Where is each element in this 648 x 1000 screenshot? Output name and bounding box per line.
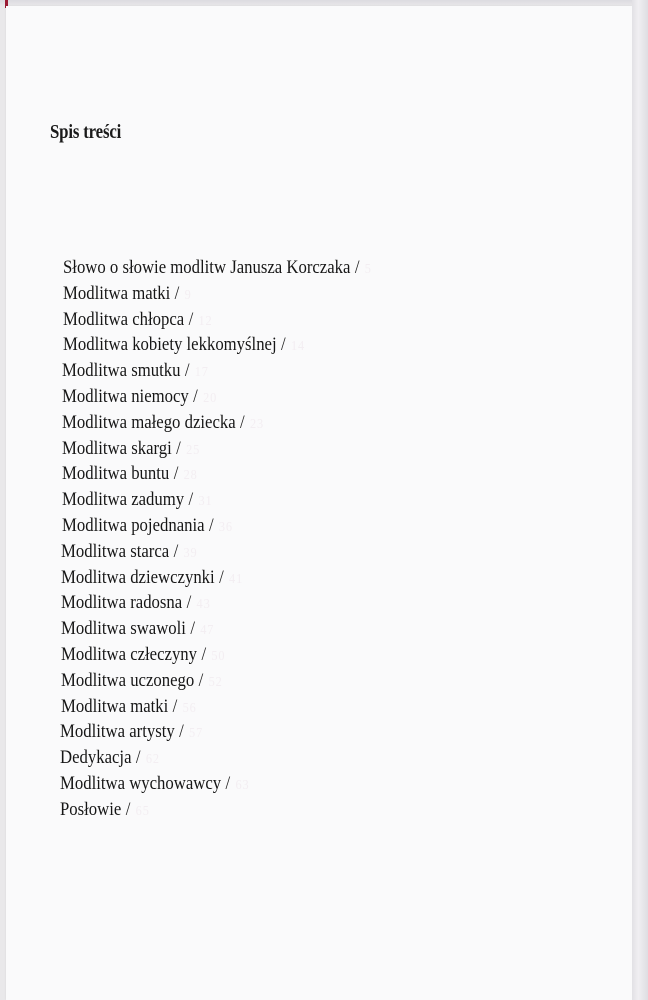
toc-entry-label: Słowo o słowie modlitw Janusza Korczaka [63,257,351,278]
toc-entry-label: Modlitwa chłopca [62,308,184,330]
toc-entry-label: Modlitwa skargi [62,437,172,459]
toc-page-number: 36 [218,520,233,535]
toc-page-number: 52 [208,674,223,690]
toc-entry-label: Posłowie [59,798,122,820]
toc-entry [62,386,217,410]
toc-page-number: 39 [183,545,198,561]
toc-page-number: 43 [196,597,211,613]
toc-entry [62,438,200,462]
toc-separator: / [280,334,286,356]
toc-page-number: 47 [200,623,215,639]
toc-separator: / [193,386,199,407]
toc-separator: / [201,644,206,665]
toc-entry [63,309,213,333]
toc-separator: / [198,669,203,691]
toc-entry-label: Modlitwa radosna [61,592,183,614]
toc-separator: / [188,308,193,330]
scan-right-edge [632,0,648,1000]
toc-entry [60,799,150,823]
toc-entry [62,360,209,384]
toc-separator: / [176,437,181,459]
toc-entry-label: Modlitwa małego dziecka [62,411,236,433]
toc-page-number: 9 [184,287,192,303]
toc-entry-label: Modlitwa pojednania [61,515,205,536]
toc-entry-label: Modlitwa buntu [61,463,170,485]
toc-entry [63,283,192,307]
toc-entry-label: Modlitwa swawoli [60,618,186,640]
toc-page-number: 41 [229,571,244,587]
toc-separator: / [190,618,195,640]
toc-separator: / [240,411,245,433]
toc-entry-label: Modlitwa artysty [60,721,176,743]
toc-entry [63,257,372,281]
toc-entry [62,489,213,513]
toc-page-number: 12 [198,313,213,329]
toc-entry [62,515,233,539]
toc-entry [60,721,203,745]
toc-page-number: 25 [186,442,201,458]
toc-separator: / [225,773,231,794]
toc-entry [61,644,225,668]
toc-separator: / [173,463,179,485]
toc-entry [61,541,198,565]
toc-entry [61,567,243,591]
toc-entry [60,773,250,797]
toc-separator: / [208,515,214,536]
toc-separator: / [174,282,180,304]
toc-entry-label: Modlitwa matki [62,282,171,304]
toc-page-number: 17 [195,365,210,381]
toc-separator: / [173,540,179,562]
toc-entry-label: Modlitwa dziewczynki [61,566,215,588]
toc-page-number: 23 [250,416,265,432]
toc-separator: / [179,721,185,743]
toc-entry-label: Modlitwa starca [61,540,170,562]
toc-entry-label: Modlitwa uczonego [60,669,194,691]
toc-entry-label: Modlitwa smutku [62,360,181,382]
toc-page-number: 65 [135,803,150,819]
toc-page-number: 28 [183,468,198,484]
toc-entry [63,334,305,358]
toc-separator: / [185,360,190,382]
toc-separator: / [125,798,131,820]
toc-page-number: 20 [203,391,218,406]
toc-entry-label: Modlitwa wychowawcy [60,773,222,794]
toc-page-number: 57 [189,726,204,742]
toc-page-number: 50 [211,649,226,664]
toc-entry-label: Modlitwa zadumy [61,489,184,511]
toc-separator: / [186,592,192,614]
toc-entry [61,592,211,616]
toc-separator: / [219,566,224,588]
toc-separator: / [172,695,177,717]
page-title: Spis treści [50,121,122,143]
toc-entry [61,696,197,720]
toc-separator: / [188,489,193,511]
toc-separator: / [135,747,141,769]
toc-page-number: 31 [198,494,213,510]
toc-entry [62,463,198,487]
toc-page-number: 56 [182,700,197,716]
toc-page-number: 63 [235,778,250,793]
toc-entry-label: Modlitwa matki [60,695,168,717]
toc-entry-label: Dedykacja [60,747,132,769]
toc-entry [62,412,264,436]
toc-entry-label: Modlitwa kobiety lekkomyślnej [62,334,277,356]
toc-entry-label: Modlitwa niemocy [62,386,190,407]
toc-page-number: 5 [364,262,372,277]
toc-entry [60,747,160,771]
toc-entry [61,618,214,642]
toc-page-number: 14 [290,339,305,355]
toc-page-number: 62 [145,752,160,768]
toc-separator: / [354,257,360,278]
toc-entry [61,670,223,694]
toc-entry-label: Modlitwa człeczyny [60,644,197,665]
